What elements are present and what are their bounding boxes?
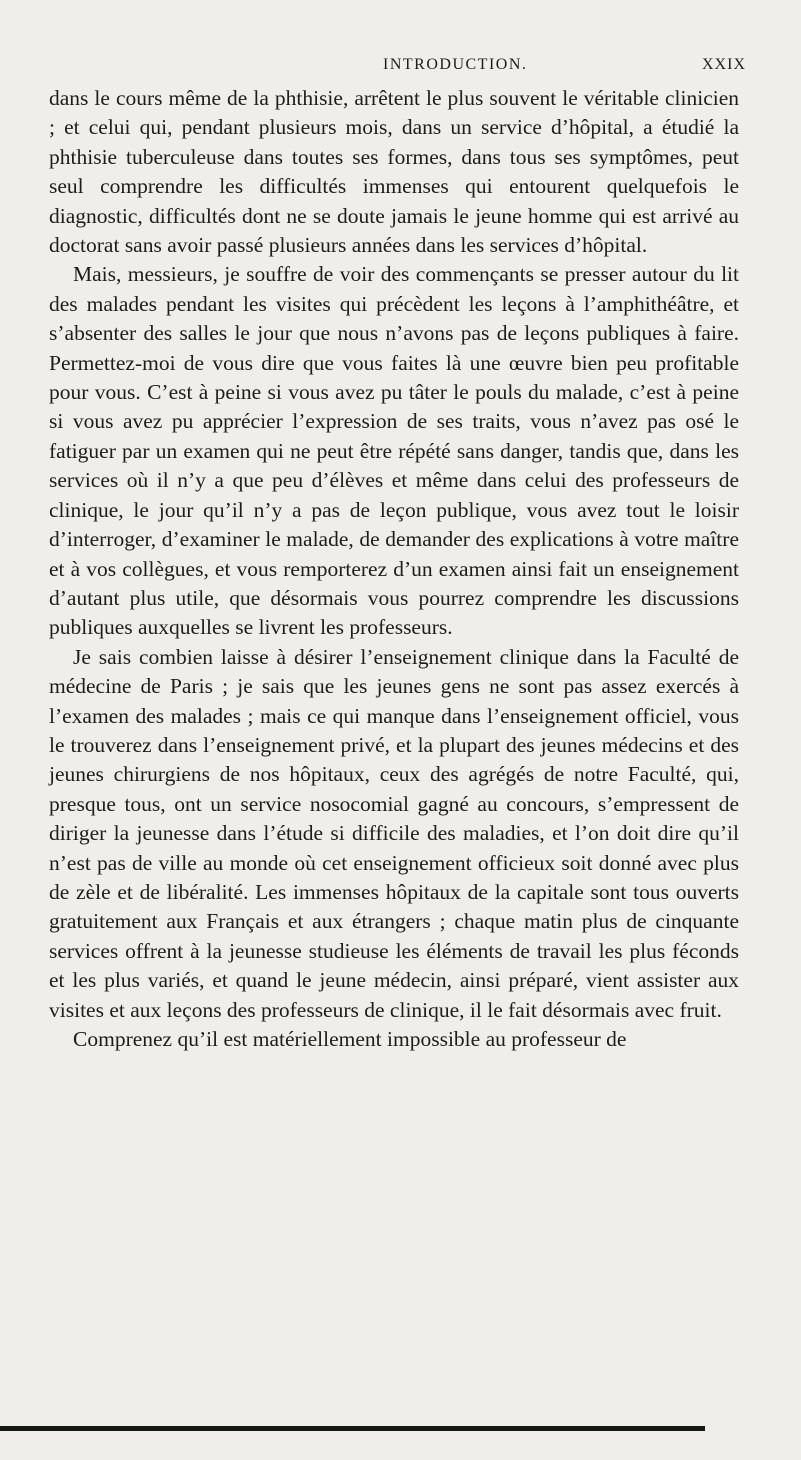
paragraph-1: dans le cours même de la phthisie, arrêtent le plus souvent le véritable clinicien ; et celui qui, pendant plusieurs mois, dans un service d’hôpital, a étudié la phthisie tuberculeuse dans toutes ses formes, dans tous ses symptômes, peut seul comprendre les difficultés immenses qui entourent quelquefois le diagnostic, difficultés dont ne se doute jamais le jeune homme qui est arrivé au doctorat sans avoir passé plusieurs années dans les services d’hôpital. xyxy=(49,86,739,258)
bottom-edge-rule xyxy=(0,1426,705,1431)
running-head xyxy=(0,56,801,84)
paragraph-3: Je sais combien laisse à désirer l’enseignement clinique dans la Faculté de médecine de Paris ; je sais que les jeunes gens ne sont pas assez exercés à l’examen des malades ; mais ce qui manque dans l’enseignement officiel, vous le trouverez dans l’enseignement privé, et la plupart des jeunes médecins et des jeunes chirurgiens de nos hôpitaux, ceux des agrégés de notre Faculté, qui, presque tous, ont un service nosocomial gagné au concours, s’empressent de diriger la jeunesse dans l’étude si difficile des maladies, et l’on doit dire qu’il n’est pas de ville au monde où cet enseignement officieux soit donné avec plus de zèle et de libéralité. Les immenses hôpitaux de la capitale sont tous ouverts gratuitement aux Français et aux étrangers ; chaque matin plus de cinquante services offrent à la jeunesse studieuse les éléments de travail les plus féconds et les plus variés, et quand le jeune médecin, ainsi préparé, vient assister aux visites et aux leçons des professeurs de clinique, il le fait désormais avec fruit. xyxy=(49,644,739,1022)
running-title: INTRODUCTION. xyxy=(383,56,528,73)
body-text xyxy=(49,84,739,1054)
paragraph-2: Mais, messieurs, je souffre de voir des commençants se presser autour du lit des malades pendant les visites qui précèdent les leçons à l’amphithéâtre, et s’absenter des salles le jour que nous n’avons pas de leçons publiques à faire. Permettez-moi de vous dire que vous faites là une œuvre bien peu profitable pour vous. C’est à peine si vous avez pu tâter le pouls du malade, c’est à peine si vous avez pu apprécier l’expression de ses traits, vous n’avez pas osé le fatiguer par un examen qui ne peut être répété sans danger, tandis que, dans les services où il n’y a que peu d’élèves et même dans celui des professeurs de clinique, le jour qu’il n’y a pas de leçon publique, vous avez tout le loisir d’interroger, d’examiner le malade, de demander des explications à votre maître et à vos collègues, et vous remporterez d’un examen ainsi fait un enseignement d’autant plus utile, que désormais vous pourrez comprendre les discussions publiques auxquelles se livrent les professeurs. xyxy=(49,262,739,640)
paragraph-4: Comprenez qu’il est matériellement impossible au professeur de xyxy=(73,1027,627,1051)
page-number: XXIX xyxy=(702,56,746,73)
